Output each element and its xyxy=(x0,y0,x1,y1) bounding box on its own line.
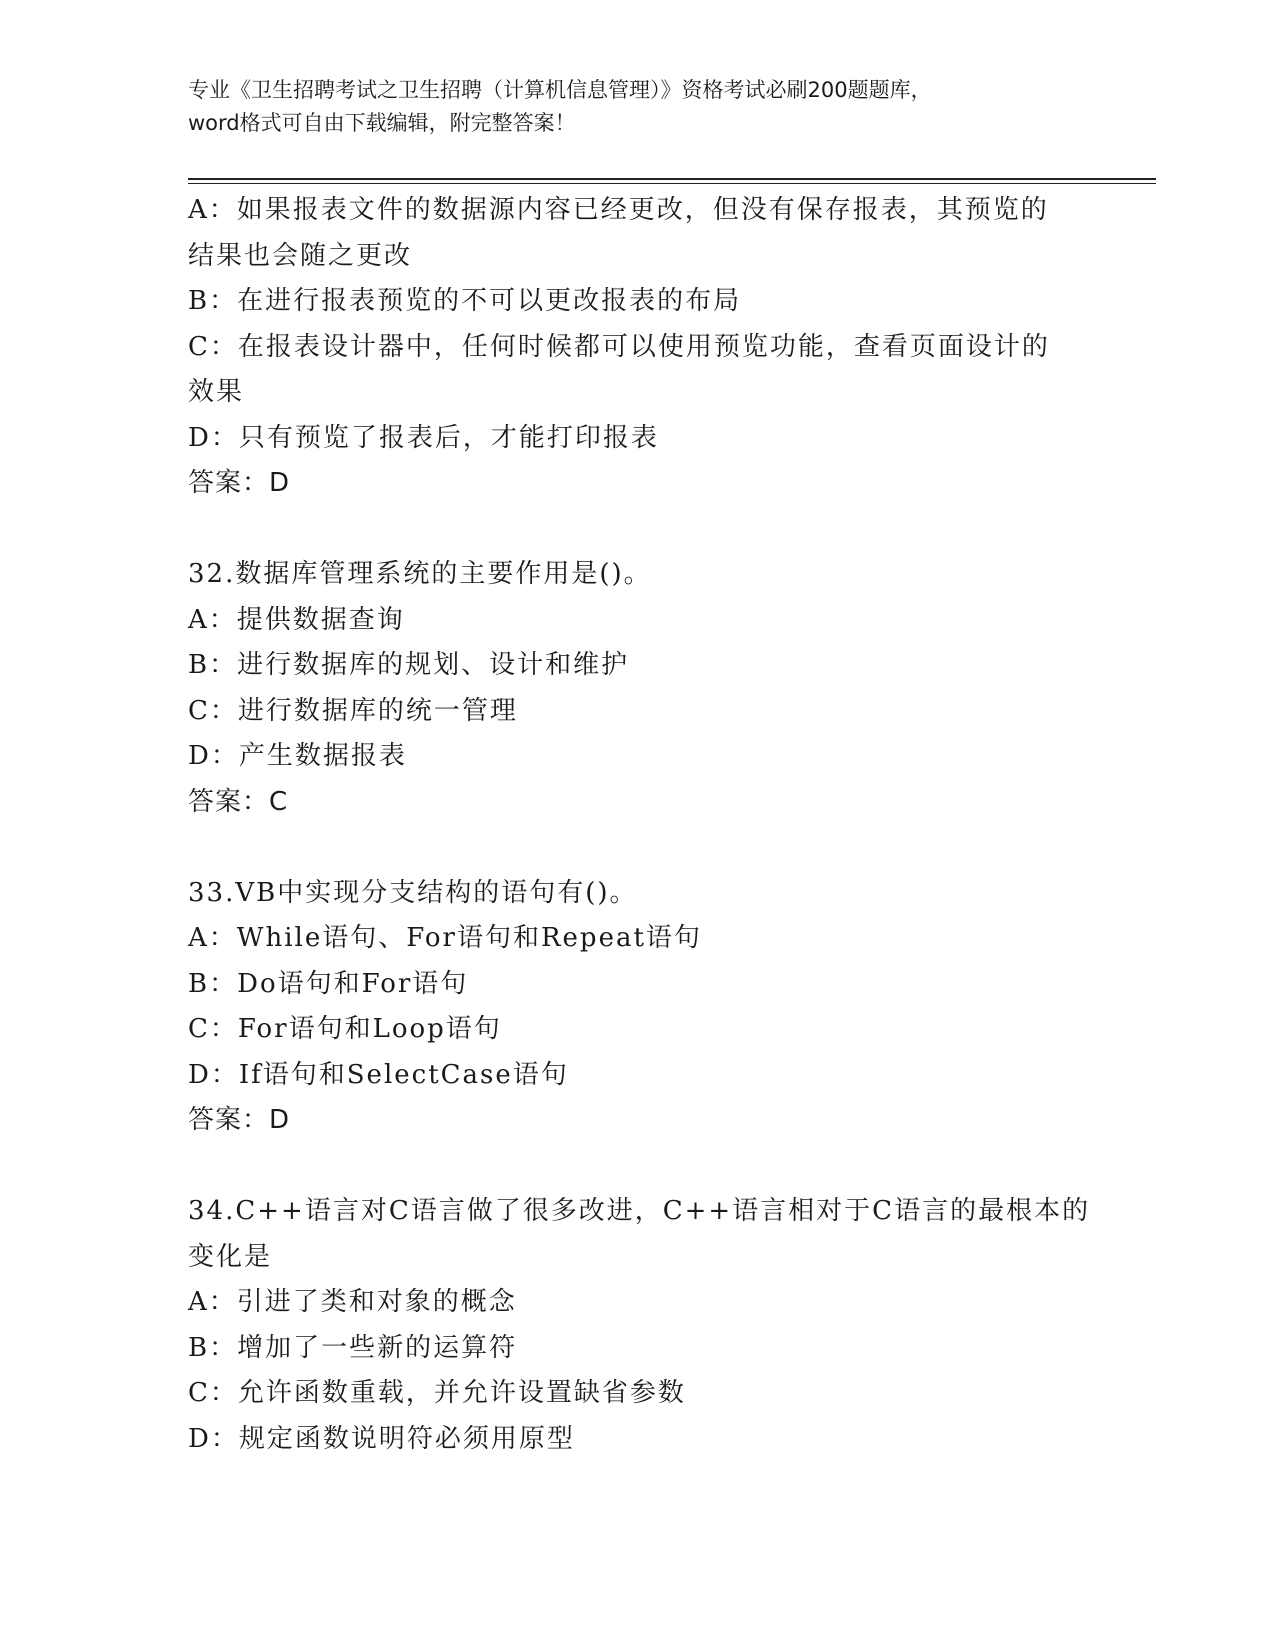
option-c-continued: 效果 xyxy=(188,377,245,407)
option-b: B：Do语句和For语句 xyxy=(188,968,469,999)
question-text: 33.VB中实现分支结构的语句有()。 xyxy=(188,877,638,908)
option-a-continued: 结果也会随之更改 xyxy=(188,240,413,271)
answer: 答案：C xyxy=(188,786,289,817)
question-33 xyxy=(188,871,1088,1144)
question-text-continued: 变化是 xyxy=(188,1241,273,1272)
question-list xyxy=(188,188,1091,1462)
header-divider-thin xyxy=(188,183,1156,184)
option-d: D：只有预览了报表后，才能打印报表 xyxy=(188,422,659,453)
option-c: C：For语句和Loop语句 xyxy=(188,1014,502,1044)
option-a: A：While语句、For语句和Repeat语句 xyxy=(188,923,702,953)
option-a: A：引进了类和对象的概念 xyxy=(188,1287,517,1317)
question-text: 32.数据库管理系统的主要作用是()。 xyxy=(188,559,652,589)
option-d: D：If语句和SelectCase语句 xyxy=(188,1059,569,1090)
question-32 xyxy=(188,552,1088,825)
option-a: A：提供数据查询 xyxy=(188,604,405,635)
option-c: C：允许函数重载，并允许设置缺省参数 xyxy=(188,1378,686,1408)
header-divider-thick xyxy=(188,178,1156,180)
question-31 xyxy=(188,188,1088,507)
question-34 xyxy=(188,1189,1091,1462)
option-c: C：在报表设计器中，任何时候都可以使用预览功能，查看页面设计的 xyxy=(188,331,1050,362)
document-header xyxy=(188,74,1088,140)
header-title-line2: word格式可自由下载编辑，附完整答案！ xyxy=(188,111,576,135)
answer: 答案：D xyxy=(188,1105,291,1135)
spacer xyxy=(188,507,1088,553)
spacer xyxy=(188,825,1088,871)
option-b: B：在进行报表预览的不可以更改报表的布局 xyxy=(188,286,742,316)
option-b: B：增加了一些新的运算符 xyxy=(188,1332,518,1363)
question-text: 34.C++语言对C语言做了很多改进，C++语言相对于C语言的最根本的 xyxy=(188,1196,1091,1226)
spacer xyxy=(188,1144,1088,1190)
option-d: D：产生数据报表 xyxy=(188,741,407,771)
option-c: C：进行数据库的统一管理 xyxy=(188,695,518,726)
option-d: D：规定函数说明符必须用原型 xyxy=(188,1423,575,1454)
option-b: B：进行数据库的规划、设计和维护 xyxy=(188,650,630,680)
answer: 答案：D xyxy=(188,468,291,498)
header-title-line1: 专业《卫生招聘考试之卫生招聘（计算机信息管理）》资格考试必刷200题题库， xyxy=(188,78,932,102)
option-a: A：如果报表文件的数据源内容已经更改，但没有保存报表，其预览的 xyxy=(188,195,1049,225)
